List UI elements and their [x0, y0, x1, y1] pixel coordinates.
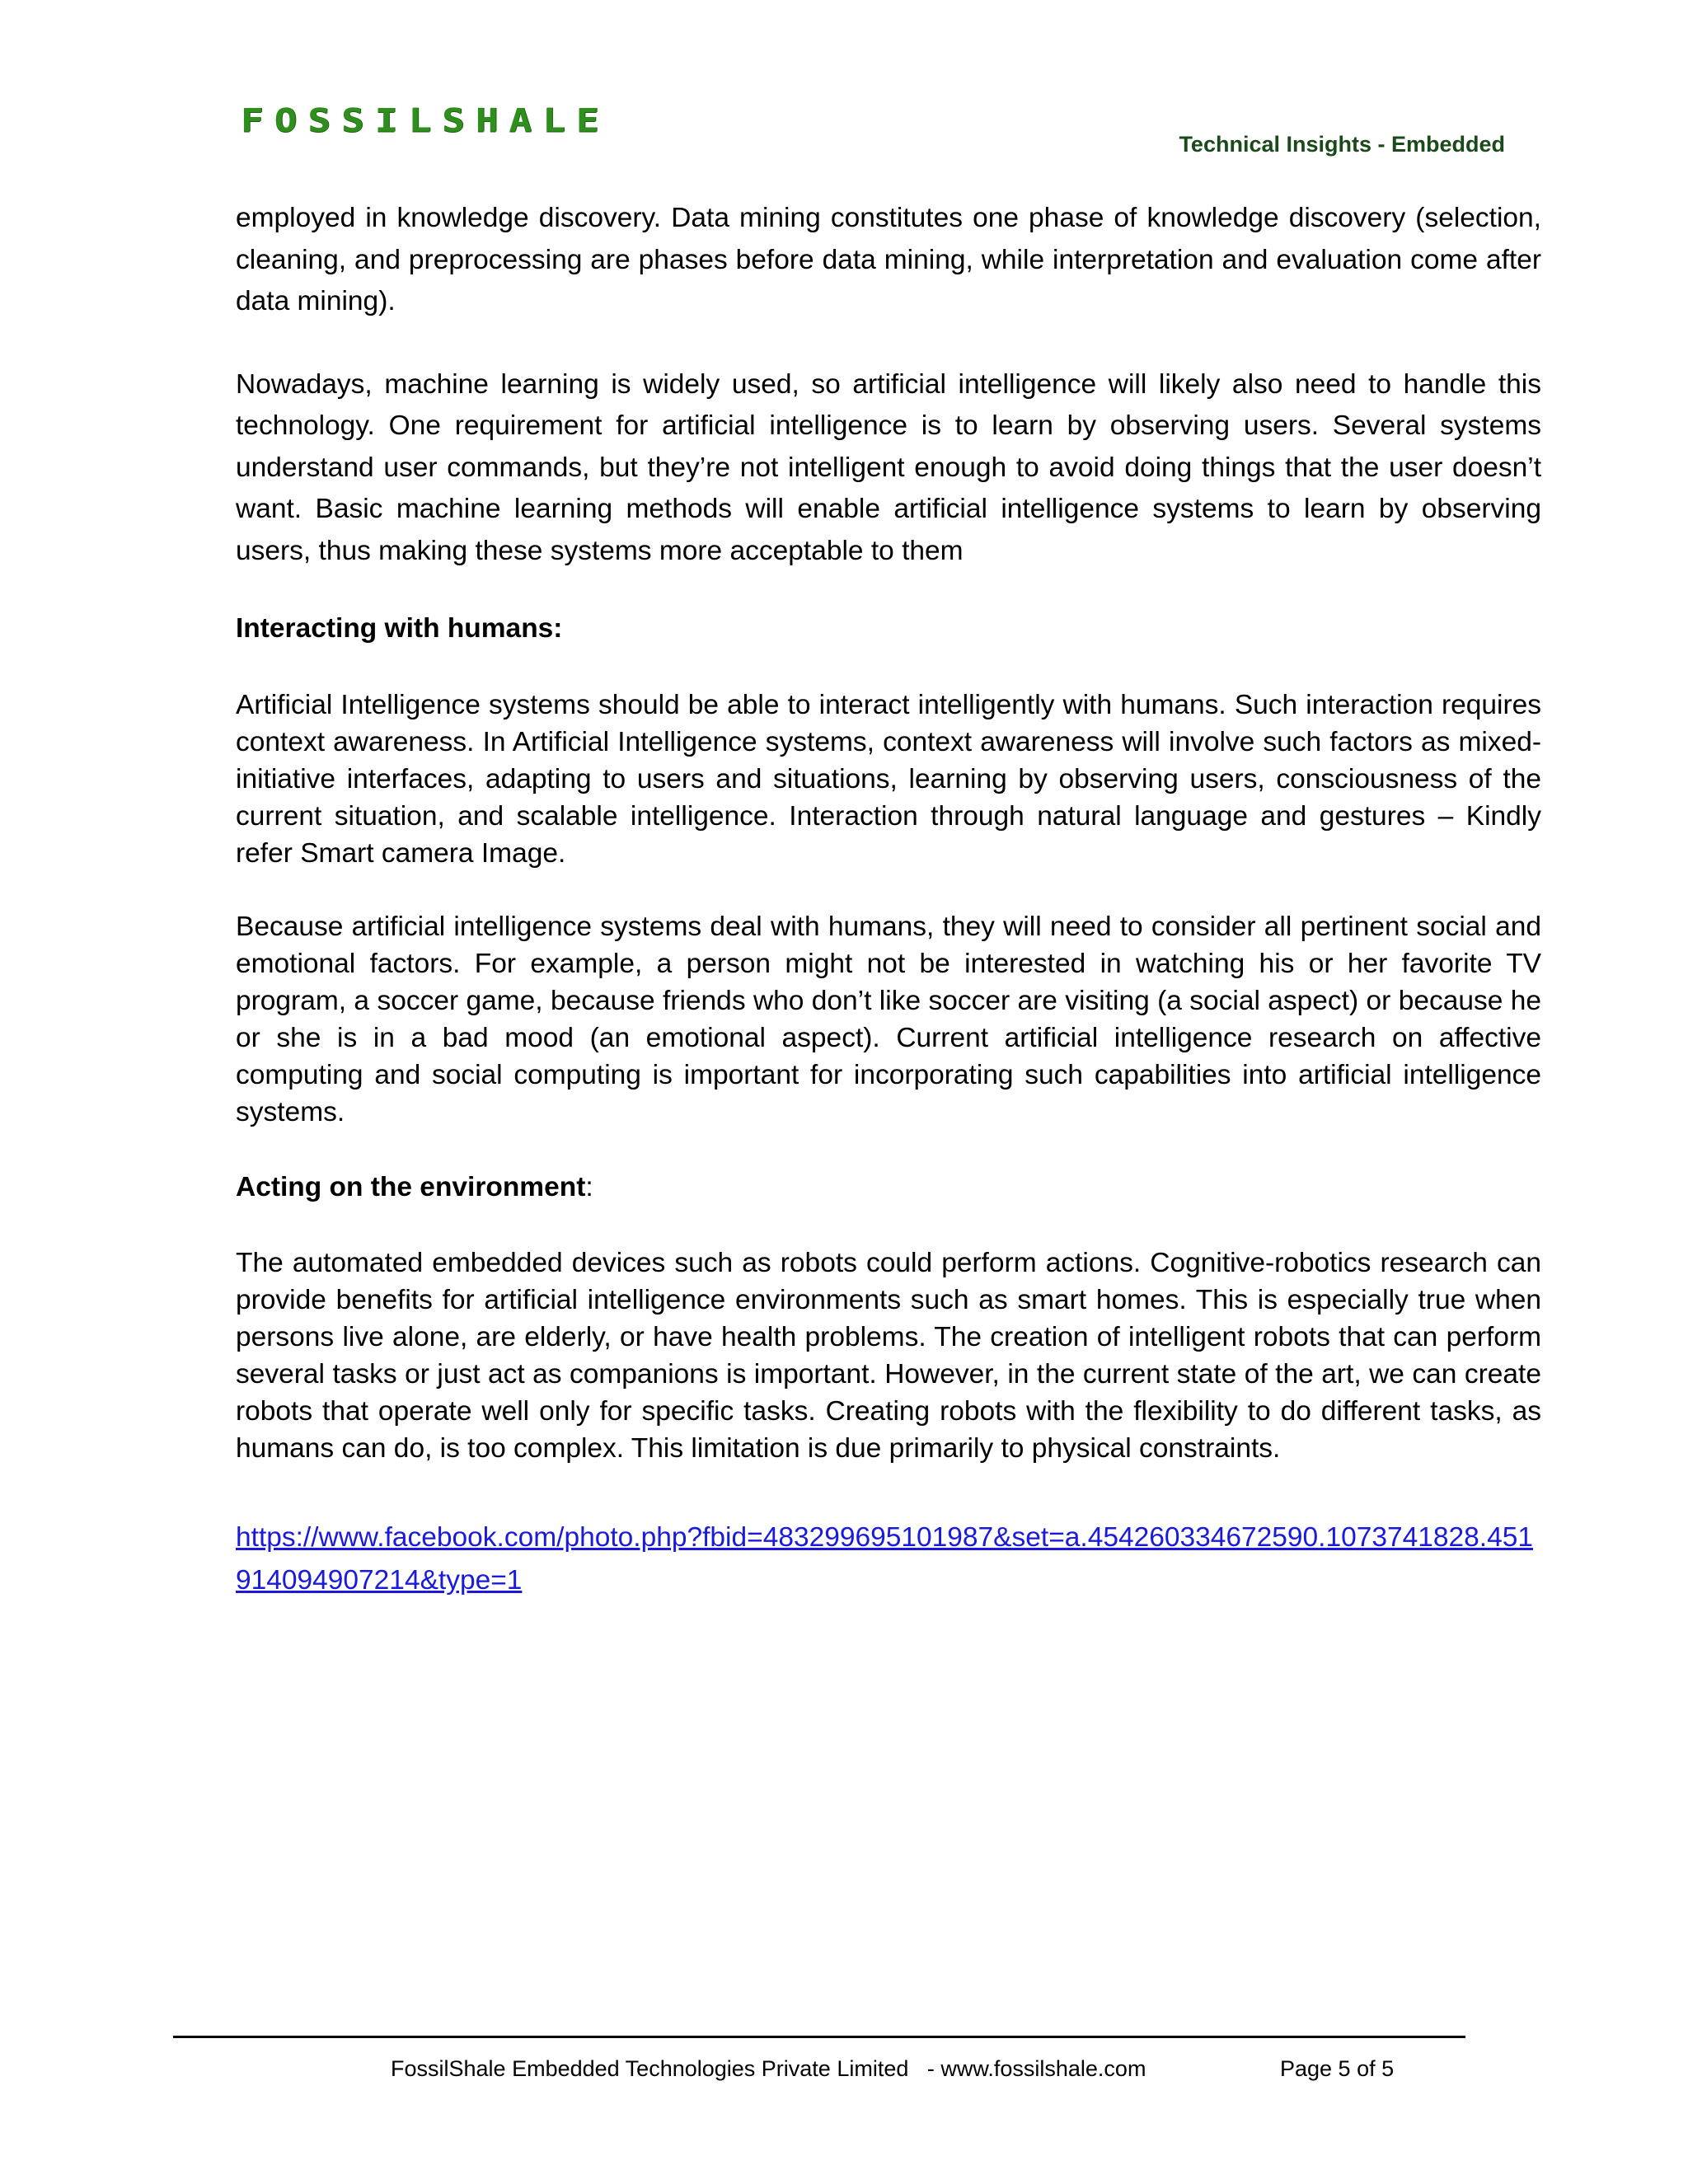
heading-text: Acting on the environment	[236, 1171, 586, 1202]
footer-divider	[173, 2036, 1465, 2038]
section-heading-interacting: Interacting with humans:	[236, 613, 563, 644]
footer-page-number: Page 5 of 5	[1280, 2056, 1395, 2081]
paragraph: employed in knowledge discovery. Data mining constitutes one phase of knowledge discovery (selection, cleaning, and preprocessing are phases before data mining, while interpretation and evaluation come after data mining).	[236, 203, 1541, 316]
fossilshale-logo: FOSSILSHALE	[241, 101, 610, 139]
paragraph: Nowadays, machine learning is widely used, so artificial intelligence will likely also need to handle this technology. One requirement for artificial intelligence is to learn by observing users. Several systems understand user commands, but they’re not intelligent enough to avoid doing things that the user doesn’t want. Basic machine learning methods will enable artificial intelligence systems to learn by observing users, thus making these systems more acceptable to them	[236, 368, 1541, 566]
section-heading-acting	[236, 1167, 1541, 1209]
paragraph: Artificial Intelligence systems should be able to interact intelligently with humans. Such interaction requires context awareness. In Artificial Intelligence systems, context awareness will involve such factors as mixed-initiative interfaces, adapting to users and situations, learning by observing users, consciousness of the current situation, and scalable intelligence. Interaction through natural language and gestures – Kindly refer Smart camera Image.	[236, 689, 1541, 869]
document-body	[236, 198, 1541, 1602]
paragraph: Because artificial intelligence systems deal with humans, they will need to consider all pertinent social and emotional factors. For example, a person might not be interested in watching his or her favorite TV program, a soccer game, because friends who don’t like soccer are visiting (a social aspect) or because he or she is in a bad mood (an emotional aspect). Current artificial intelligence research on affective computing and social computing is important for incorporating such capabilities into artificial intelligence systems.	[236, 911, 1541, 1127]
facebook-photo-link[interactable]: https://www.facebook.com/photo.php?fbid=483299695101987&set=a.454260334672590.1073741828.451914094907214&type=1	[236, 1522, 1533, 1596]
header-section-tag: Technical Insights - Embedded	[1179, 132, 1505, 157]
heading-colon: :	[585, 1171, 593, 1202]
paragraph: The automated embedded devices such as robots could perform actions. Cognitive-robotics research can provide benefits for artificial intelligence environments such as smart homes. This is especially true when persons live alone, are elderly, or have health problems. The creation of intelligent robots that can perform several tasks or just act as companions is important. However, in the current state of the art, we can create robots that operate well only for specific tasks. Creating robots with the flexibility to do different tasks, as humans can do, is too complex. This limitation is due primarily to physical constraints.	[236, 1248, 1541, 1464]
footer-company: FossilShale Embedded Technologies Private Limited - www.fossilshale.com	[391, 2056, 1146, 2081]
